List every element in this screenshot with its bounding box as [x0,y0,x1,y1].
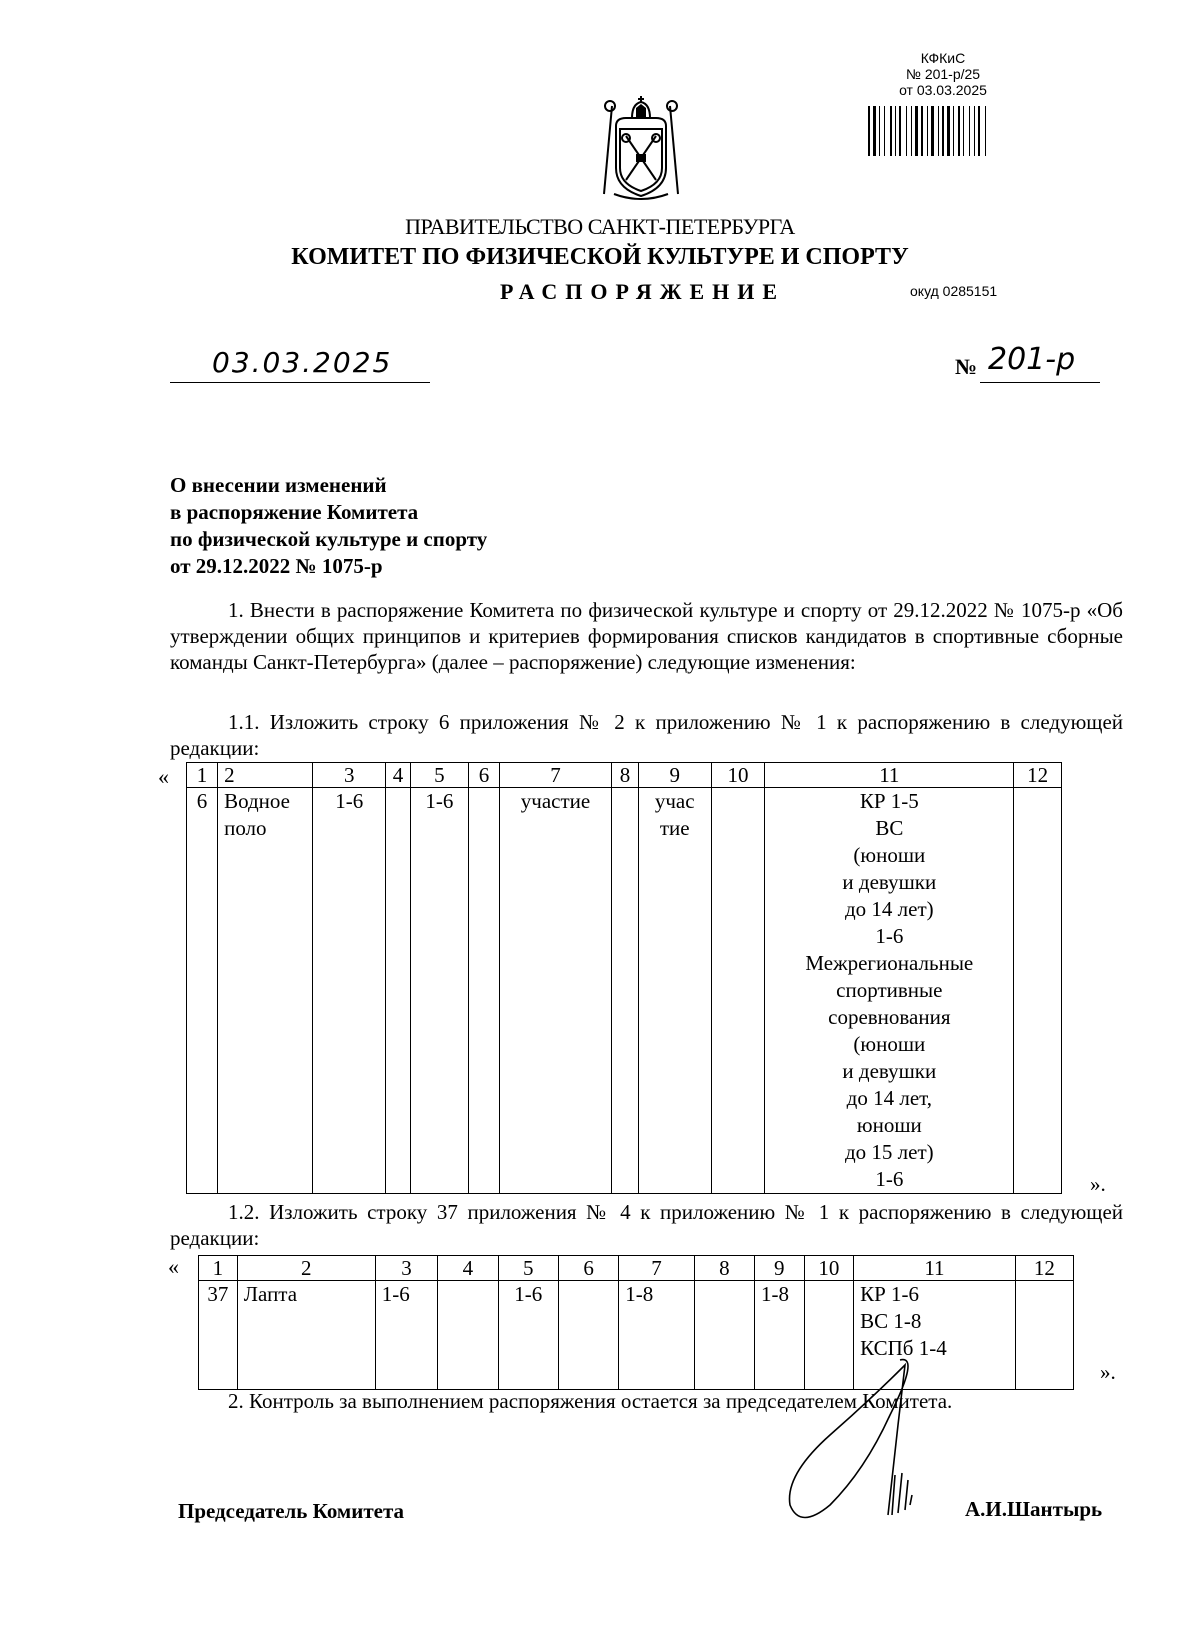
okud-code: окуд 0285151 [910,283,998,299]
cell-line: соревнования [828,1005,951,1029]
table-header-row [199,1256,1074,1281]
stamp-reg-number: № 201-р/25 [905,66,981,82]
barcode-bar [953,106,954,156]
sport-name-line: поло [224,816,267,840]
table-header-cell: 5 [498,1256,558,1281]
paragraph-1: 1. Внести в распоряжение Комитета по физической культуре и спорту от 29.12.2022 № 1075-р «Об утверждении общих принципов и критериев формирования списков кандидатов в спортивные сборные команды Санкт-Петербурга» (далее – распоряжение) следующие изменения: [170,598,1123,674]
table-cell [386,788,411,1194]
table-cell [711,788,765,1194]
table-cell [612,788,639,1194]
cell-line: до 15 лет) [845,1140,934,1164]
document-number-field [980,342,1100,383]
barcode-bar [963,106,964,156]
table-cell [468,788,499,1194]
table-cell: 1-6 [375,1281,438,1390]
cell-line: (юноши [853,843,926,867]
document-date: 03.03.2025 [212,346,393,379]
table-cell: 1-8 [755,1281,805,1390]
table-header-cell: 11 [765,763,1014,788]
barcode-bar [873,106,876,156]
cell-line: КР 1-5 [859,789,919,813]
table-cell [218,788,313,1194]
registration-stamp [868,50,1018,98]
table-cell [438,1281,498,1390]
cell-line: КР 1-6 [860,1282,920,1306]
subject-line: в распоряжение Комитета [170,500,419,524]
paragraph-2: 2. Контроль за выполнением распоряжения остается за председателем Комитета. [228,1389,953,1413]
document-type: РАСПОРЯЖЕНИЕ [500,279,786,304]
barcode-bar [879,106,880,156]
table-cell [1015,1281,1073,1390]
table-cell: 6 [187,788,218,1194]
table-header-cell: 5 [410,763,468,788]
table-header-row [187,763,1062,788]
table-header-cell: 4 [386,763,411,788]
table-header-cell: 3 [375,1256,438,1281]
table-cell [638,788,711,1194]
table-header-cell: 4 [438,1256,498,1281]
table-header-cell: 7 [500,763,612,788]
table-header-cell: 8 [612,763,639,788]
table-header-cell: 9 [638,763,711,788]
cell-line: ВС 1-8 [860,1309,922,1333]
barcode-bar [899,106,901,156]
barcode-bar [931,106,934,156]
table-header-cell: 2 [218,763,313,788]
table-cell: участие [500,788,612,1194]
table-cell [765,788,1014,1194]
quote-open: « [168,1254,179,1279]
table-cell: Лапта [237,1281,375,1390]
barcode-bar [884,106,885,156]
cell-line: учас [654,789,695,813]
cell-line: юноши [856,1113,922,1137]
barcode-bar [938,106,939,156]
table-cell: 1-6 [498,1281,558,1390]
document-number: 201-р [988,342,1076,377]
barcode-bar [958,106,960,156]
table-header-cell: 9 [755,1256,805,1281]
quote-close: ». [1090,1172,1106,1196]
table-cell: 1-8 [619,1281,694,1390]
table-header-cell: 6 [558,1256,618,1281]
barcode-bar [969,106,970,156]
table-cell [1014,788,1062,1194]
barcode-icon [868,106,1016,156]
cell-line: 1-6 [875,1167,904,1191]
table-header-cell: 7 [619,1256,694,1281]
table-header-cell: 2 [237,1256,375,1281]
barcode-bar [911,106,912,156]
document-subject [170,472,590,580]
cell-line: до 14 лет) [845,897,934,921]
government-title: ПРАВИТЕЛЬСТВО САНКТ-ПЕТЕРБУРГА [405,214,795,239]
table-header-cell: 12 [1014,763,1062,788]
cell-line: тие [659,816,690,840]
table-header-cell: 8 [694,1256,754,1281]
cell-line: ВС [875,816,904,840]
handwritten-signature-icon [770,1355,950,1525]
table-cell: 37 [199,1281,238,1390]
cell-line: спортивные [836,978,943,1002]
barcode-bar [868,106,870,156]
barcode-bar [906,106,907,156]
signer-position: Председатель Комитета [178,1499,405,1523]
committee-title: КОМИТЕТ ПО ФИЗИЧЕСКОЙ КУЛЬТУРЕ И СПОРТУ [291,244,909,270]
barcode-bar [978,106,980,156]
barcode-bar [927,106,928,156]
table-header-cell: 3 [313,763,386,788]
barcode-bar [985,106,986,156]
barcode-bar [942,106,944,156]
table-cell: 1-6 [313,788,386,1194]
document-date-field [170,346,430,383]
table-header-cell: 12 [1015,1256,1073,1281]
table-water-polo [186,762,1062,1194]
table-header-cell: 10 [711,763,765,788]
table-cell: 1-6 [410,788,468,1194]
stamp-org: КФКиС [920,50,966,66]
table-cell [694,1281,754,1390]
cell-line: и девушки [842,870,937,894]
table-cell [558,1281,618,1390]
cell-line: Межрегиональные [805,951,974,975]
subject-line: по физической культуре и спорту [170,527,488,551]
barcode-bar [915,106,918,156]
paragraph-1-2: 1.2. Изложить строку 37 приложения № 4 к приложению № 1 к распоряжению в следующей редакции: [170,1200,1123,1250]
table-header-cell: 1 [199,1256,238,1281]
stamp-reg-date: от 03.03.2025 [899,82,987,98]
barcode-bar [947,106,950,156]
table-header-cell: 10 [804,1256,854,1281]
signer-name: А.И.Шантырь [965,1497,1103,1521]
cell-line: (юноши [853,1032,926,1056]
sport-name-line: Водное [224,789,290,813]
subject-line: от 29.12.2022 № 1075-р [170,554,383,578]
number-label: № [955,354,978,379]
table-header-cell: 11 [854,1256,1016,1281]
table-row [187,788,1062,1194]
cell-line: КСПб 1-4 [860,1336,947,1360]
cell-line: 1-6 [875,924,904,948]
table-header-cell: 6 [468,763,499,788]
quote-open: « [158,764,169,789]
table-header-cell: 1 [187,763,218,788]
barcode-bar [890,106,892,156]
quote-close: ». [1100,1360,1116,1384]
cell-line: до 14 лет, [846,1086,932,1110]
coat-of-arms-icon [592,96,690,204]
barcode-bar [974,106,975,156]
barcode-bar [921,106,923,156]
paragraph-1-1: 1.1. Изложить строку 6 приложения № 2 к приложению № 1 к распоряжению в следующей редакции: [170,710,1123,760]
cell-line: и девушки [842,1059,937,1083]
barcode-bar [895,106,896,156]
subject-line: О внесении изменений [170,473,387,497]
